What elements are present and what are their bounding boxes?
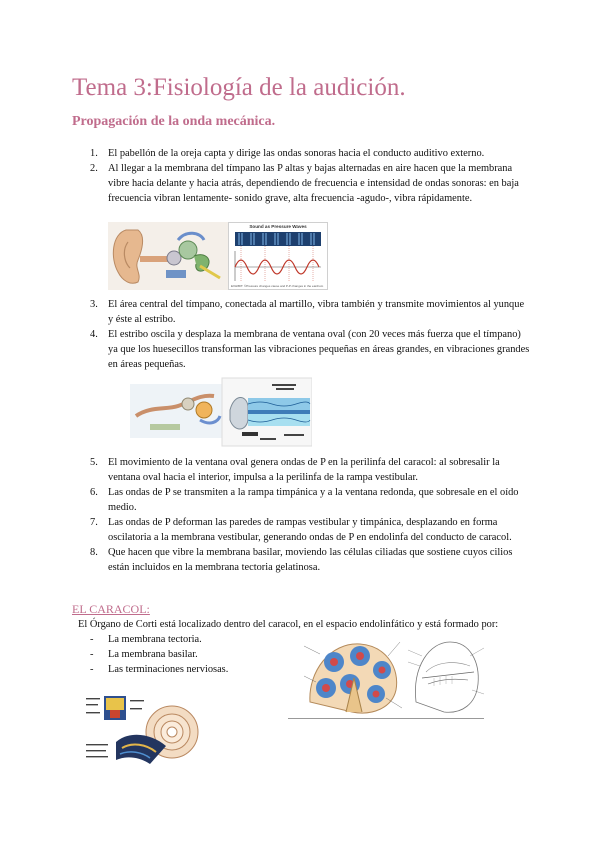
list-text: Las ondas de P deforman las paredes de rampas vestibular y timpánica, desplazando en forma oscilatoria a la membrana vestibular, generando ondas de P en endolinfa del conducto de caracol. bbox=[108, 517, 512, 543]
list-number: 7. bbox=[90, 517, 98, 528]
page-title: Tema 3:Fisiología de la audición. bbox=[72, 74, 406, 101]
list-dash: - bbox=[90, 664, 94, 675]
list-text: Las ondas de P se transmiten a la rampa timpánica y a la ventana redonda, que sobresale en el oído medio. bbox=[108, 487, 519, 513]
organ-components-list bbox=[0, 632, 228, 677]
list-text: El pabellón de la oreja capta y dirige las ondas sonoras hacia el conducto auditivo externo. bbox=[108, 148, 485, 159]
section-subtitle: Propagación de la onda mecánica. bbox=[72, 114, 276, 129]
list-item bbox=[0, 515, 600, 545]
numbered-list-part-2 bbox=[0, 297, 600, 372]
list-text: El estribo oscila y desplaza la membrana de ventana oval (con 20 veces más fuerza que el tímpano) ya que los huesecillos transforman las vibraciones pequeñas en áreas grandes, en vibraciones grandes en áreas pequeñas. bbox=[108, 329, 530, 370]
list-item bbox=[0, 632, 228, 647]
list-item bbox=[0, 297, 600, 327]
figure-divider-line bbox=[288, 718, 484, 719]
list-text: Las terminaciones nerviosas. bbox=[108, 664, 229, 675]
list-text: Que hacen que vibre la membrana basilar, moviendo las células ciliadas que sostiene cuyos cilios están incluidos en la membrana tectoria gelatinosa. bbox=[108, 547, 513, 573]
wave-figure-title: Sound as Pressure Waves bbox=[249, 224, 307, 229]
cochlea-spiral-image bbox=[86, 690, 200, 768]
list-item bbox=[0, 647, 228, 662]
list-item bbox=[0, 545, 600, 575]
cochlea-cross-section-image bbox=[300, 632, 406, 718]
ear-anatomy-image bbox=[108, 222, 228, 290]
list-text: La membrana basilar. bbox=[108, 649, 198, 660]
list-text: La membrana tectoria. bbox=[108, 634, 202, 645]
organ-of-corti-drawing-image bbox=[408, 632, 484, 718]
list-item bbox=[0, 146, 600, 161]
list-item bbox=[0, 662, 228, 677]
list-number: 8. bbox=[90, 547, 98, 558]
list-text: El área central del tímpano, conectada al martillo, vibra también y transmite movimientos al yunque y éste al estribo. bbox=[108, 299, 525, 325]
wave-figure-caption: EXHIBIT: ©Pressure changes cause and P-P changes in the eardrum bbox=[231, 284, 324, 288]
organ-intro-text: El Órgano de Corti está localizado dentro del caracol, en el espacio endolinfático y está formado por: bbox=[78, 619, 499, 630]
list-item bbox=[0, 161, 600, 206]
list-number: 5. bbox=[90, 457, 98, 468]
caracol-heading: EL CARACOL: bbox=[72, 602, 150, 616]
list-number: 1. bbox=[90, 148, 98, 159]
middle-ear-schematic-image bbox=[130, 376, 312, 448]
list-dash: - bbox=[90, 634, 94, 645]
list-dash: - bbox=[90, 649, 94, 660]
list-number: 3. bbox=[90, 299, 98, 310]
list-number: 4. bbox=[90, 329, 98, 340]
list-item bbox=[0, 455, 600, 485]
pressure-waves-image bbox=[228, 222, 328, 290]
list-number: 2. bbox=[90, 163, 98, 174]
list-item bbox=[0, 327, 600, 372]
numbered-list-part-1 bbox=[0, 146, 600, 206]
list-text: Al llegar a la membrana del tímpano las P altas y bajas alternadas en aire hacen que la membrana vibre hacia delante y hacia atrás, dependiendo de frecuencia e intensidad de ondas sonoras: en baja frecuencia vibran lentamente- sonido grave, alta frecuencia -agudo-, vibra rápidamente. bbox=[108, 163, 519, 204]
list-item bbox=[0, 485, 600, 515]
numbered-list-part-3 bbox=[0, 455, 600, 575]
list-number: 6. bbox=[90, 487, 98, 498]
list-text: El movimiento de la ventana oval genera ondas de P en la perilinfa del caracol: al sobresalir la ventana oval hacia el interior, impulsa a la perilinfa de la rampa vestibular. bbox=[108, 457, 500, 483]
